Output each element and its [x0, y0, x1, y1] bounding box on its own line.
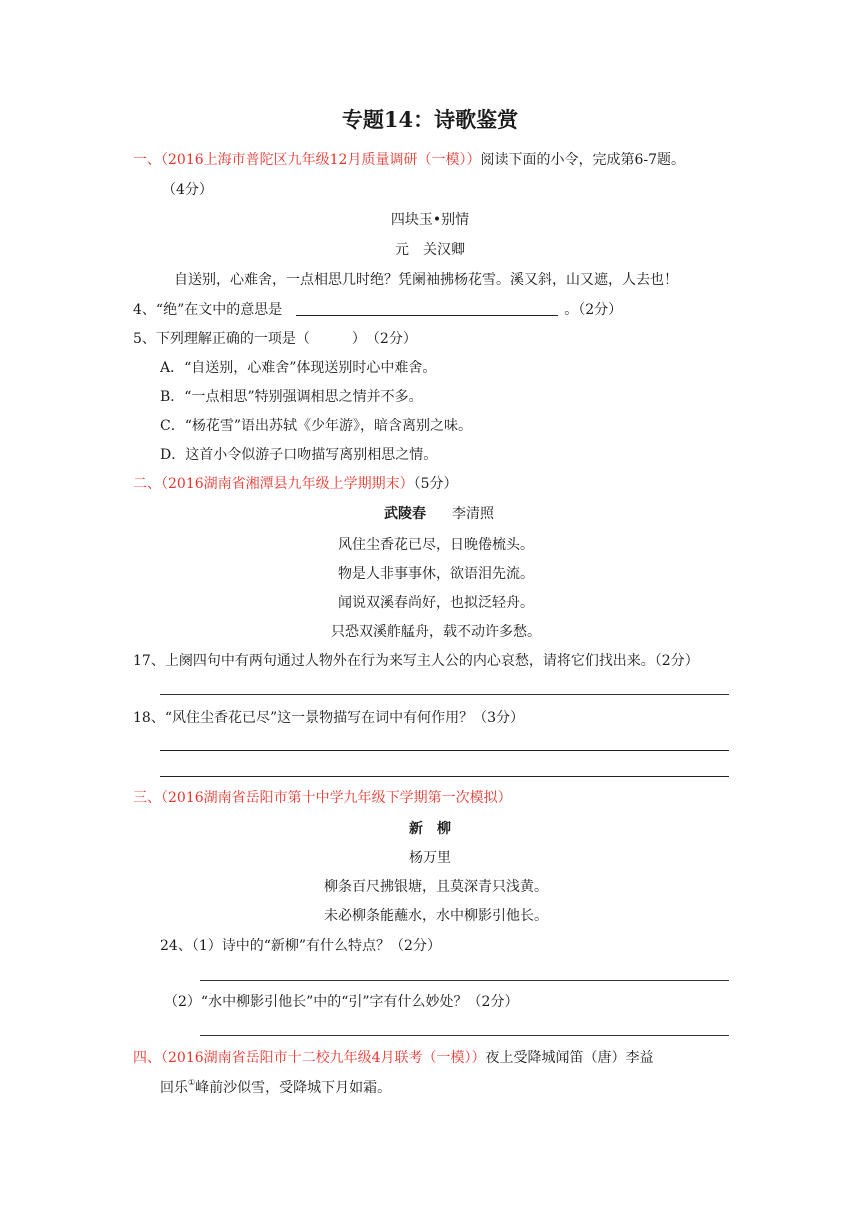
question-5: 5、下列理解正确的一项是（ ） （2分） [133, 331, 417, 347]
page-title: 专题14：诗歌鉴赏 [341, 107, 519, 132]
section-3-heading [133, 788, 512, 808]
section-1-instruction: 阅读下面的小令，完成第6-7题。 [480, 152, 685, 168]
section-1-score: （4分） [162, 182, 213, 198]
poem-3-line: 柳条百尺拂银塘，且莫深青只浅黄。 [324, 879, 548, 895]
poem-2-author: 李清照 [452, 506, 494, 522]
poem-1-text: 自送别，心难舍，一点相思几时绝？凭阑袖拂杨花雪。溪又斜，山又遮，人去也！ [174, 272, 678, 288]
section-4-source: （2016湖南省岳阳市十二校九年级4月联考（一模）） [161, 1050, 486, 1066]
section-3-number: 三、 [133, 790, 161, 806]
poem-2-title: 武陵春 [384, 506, 426, 522]
section-2-score: （5分） [413, 476, 458, 492]
section-2-source: （2016湖南省湘潭县九年级上学期期末） [161, 476, 414, 492]
answer-line-24-1[interactable] [200, 980, 729, 981]
option-c: C．“杨花雪”语出苏轼《少年游》，暗含离别之味。 [160, 418, 473, 434]
poem-2-header [384, 504, 494, 524]
question-17: 17、上阕四句中有两句通过人物外在行为来写主人公的内心哀愁，请将它们找出来。（2分） [133, 653, 699, 669]
section-1-source: （2016上海市普陀区九年级12月质量调研（一模）） [161, 152, 481, 168]
question-4-score: 。（2分） [564, 302, 623, 318]
option-d: D．这首小令似游子口吻描写离别相思之情。 [160, 447, 438, 463]
answer-line-24-2[interactable] [200, 1035, 729, 1036]
poem-4-heading: 夜上受降城闻笛（唐）李益 [485, 1050, 654, 1066]
poem-3-author: 杨万里 [409, 850, 451, 866]
section-1-number: 一、 [133, 152, 161, 168]
poem-3-title: 新 柳 [409, 821, 451, 837]
answer-line-17[interactable] [160, 694, 729, 695]
question-24-1: 24、（1）诗中的“新柳”有什么特点？（2分） [160, 938, 441, 954]
poem-4-line-start: 回乐 [160, 1080, 188, 1096]
poem-1-author: 元 关汉卿 [395, 242, 465, 258]
section-4-number: 四、 [133, 1050, 161, 1066]
section-4-heading [133, 1048, 654, 1068]
poem-1-title: 四块玉•别情 [390, 212, 470, 228]
poem-2-line: 风住尘香花已尽，日晚倦梳头。 [338, 537, 534, 553]
poem-2-line: 只恐双溪舴艋舟，载不动许多愁。 [331, 624, 541, 640]
section-1-heading [133, 150, 685, 170]
poem-4-line [160, 1078, 391, 1098]
poem-4-line-rest: 峰前沙似雪，受降城下月如霜。 [195, 1080, 392, 1096]
answer-line-18[interactable] [160, 776, 729, 777]
section-2-heading [133, 474, 458, 494]
question-24-2: （2）“水中柳影引他长”中的“引”字有什么妙处？（2分） [164, 994, 519, 1010]
option-b: B．“一点相思”特别强调相思之情并不多。 [160, 389, 423, 405]
question-4-text: 4、“绝”在文中的意思是 [133, 302, 283, 318]
answer-line-18[interactable] [160, 750, 729, 751]
footnote-marker: ① [188, 1078, 196, 1087]
question-18: 18、“风住尘香花已尽”这一景物描写在词中有何作用？（3分） [133, 710, 525, 726]
poem-3-line: 未必柳条能蘸水，水中柳影引他长。 [324, 908, 548, 924]
section-3-source: （2016湖南省岳阳市第十中学九年级下学期第一次模拟） [161, 790, 512, 806]
question-4 [133, 300, 622, 320]
section-2-number: 二、 [133, 476, 161, 492]
answer-blank-4[interactable] [296, 301, 558, 316]
poem-2-line: 物是人非事事休，欲语泪先流。 [338, 566, 534, 582]
poem-2-line: 闻说双溪春尚好，也拟泛轻舟。 [338, 595, 534, 611]
option-a: A．“自送别，心难舍”体现送别时心中难舍。 [160, 360, 437, 376]
